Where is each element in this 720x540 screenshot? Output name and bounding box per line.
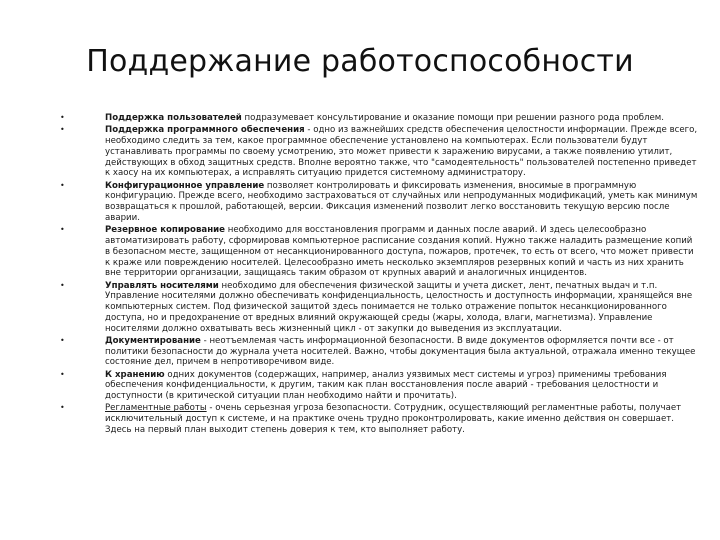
bullet-icon: • [60, 280, 65, 290]
item-text: одних документов (содержащих, например, анализ уязвимых мест системы и угроз) применимы требования обеспечения конфиденциальности, к другим, таким как план восстановления после аварий - требования целостности и доступности (в критической ситуации план необходимо найти и прочитать). [105, 369, 667, 402]
list-item [60, 336, 700, 368]
list-item [60, 125, 700, 179]
item-text: позволяет контролировать и фиксировать изменения, вносимые в программную конфигурацию. Прежде всего, необходимо застраховаться от случайных или непродуманных модификаций, уметь как минимум возвращаться к прошлой, работающей, версии. Фиксация изменений позволит легко восстановить текущую версию после аварии. [105, 180, 698, 223]
list-item [60, 181, 700, 224]
item-term: Документирование [105, 335, 201, 346]
item-text: подразумевает консультирование и оказание помощи при решении разного рода проблем. [241, 113, 665, 123]
slide-title: Поддержание работоспособности [86, 44, 634, 79]
bullet-list [60, 113, 700, 437]
list-item [60, 225, 700, 279]
item-text: - неотъемлемая часть информационной безопасности. В виде документов оформляется почти все - от политики безопасности до журнала учета носителей. Важно, чтобы документация была актуальной, отражала именно текущее состояние дел, причем в непротиворечивом виде. [105, 335, 696, 368]
item-term: Управлять носителями [105, 280, 219, 291]
list-item [60, 370, 700, 402]
item-term: К хранению [105, 369, 165, 380]
bullet-icon: • [60, 403, 65, 413]
bullet-icon: • [60, 335, 65, 345]
item-term: Конфигурационное управление [105, 180, 265, 191]
item-term: Регламентные работы [105, 403, 207, 414]
item-term: Поддержка программного обеспечения [105, 125, 305, 136]
list-item [60, 113, 700, 124]
item-text: - очень серьезная угроза безопасности. Сотрудник, осуществляющий регламентные работы, получает исключительный доступ к системе, и на практике очень трудно проконтролировать, какие именно действия он совершает. Здесь на первый план выходит степень доверия к тем, кто выполняет работу. [105, 403, 682, 436]
item-term: Поддержка пользователей [105, 113, 242, 123]
list-item [60, 281, 700, 335]
item-text: необходимо для обеспечения физической защиты и учета дискет, лент, печатных выдач и т.п. Управление носителями должно обеспечивать конфиденциальность, целостность и доступность информации, хранящейся вне компьютерных систем. Под физической защитой здесь понимается не только отражение попыток несанкционированного доступа, но и предохранение от вредных влияний окружающей среды (жары, холода, влаги, магнетизма). Управление носителями должно охватывать весь жизненный цикл - от закупки до выведения из эксплуатации. [105, 280, 693, 334]
list-item [60, 403, 700, 435]
item-text: необходимо для восстановления программ и данных после аварий. И здесь целесообразно автоматизировать работу, сформировав компьютерное расписание создания копий. Нужно также наладить размещение копий в безопасном месте, защищенном от несанкционированного доступа, пожаров, протечек, то есть от всего, что может привести к краже или повреждению носителей. Целесообразно иметь несколько экземпляров резервных копий и часть из них хранить вне территории организации, защищаясь таким образом от крупных аварий и аналогичных инцидентов. [105, 225, 694, 279]
bullet-icon: • [60, 180, 65, 190]
bullet-icon: • [60, 225, 65, 235]
bullet-icon: • [60, 369, 65, 379]
bullet-icon: • [60, 113, 65, 122]
item-text: - одно из важнейших средств обеспечения целостности информации. Прежде всего, необходимо следить за тем, какое программное обеспечение установлено на компьютерах. Если пользователи будут устанавливать программы по своему усмотрению, это может привести к заражению вирусами, а также появлению утилит, действующих в обход защитных средств. Вполне вероятно также, что "самодеятельность" пользователей постепенно приведет к хаосу на их компьютерах, а исправлять ситуацию придется системному администратору. [105, 125, 698, 179]
bullet-icon: • [60, 125, 65, 135]
item-term: Резервное копирование [105, 225, 225, 236]
